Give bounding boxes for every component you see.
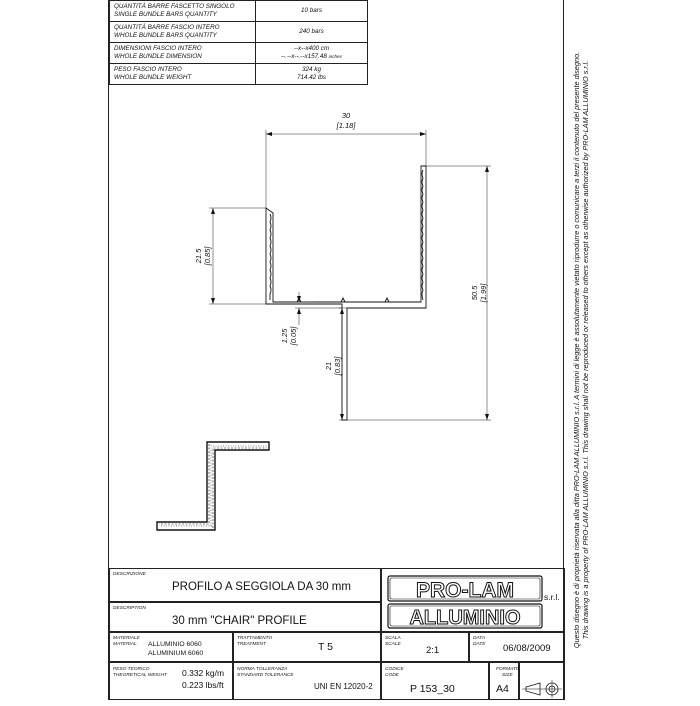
code-cell <box>381 662 489 700</box>
treatment-cell <box>233 632 381 662</box>
description-caption: DESCRIPTION <box>113 606 146 611</box>
treatment-caption-en: TREATMENT <box>237 642 266 647</box>
spec-label: PESO FASCIO INTERO WHOLE BUNDLE WEIGHT <box>110 64 256 85</box>
dim-seat-height-in: [0.85] <box>203 246 212 266</box>
material-caption-it: MATERIALE <box>113 636 140 641</box>
code-caption-en: CODE <box>385 673 399 678</box>
dim-leg-height-mm: 21 <box>324 361 333 371</box>
spec-label: QUANTITÀ BARRE FASCETTO SINGOLO SINGLE BUNDLE BARS QUANTITY <box>110 1 256 22</box>
dim-thickness-mm: 1.25 <box>280 328 289 344</box>
spec-value: 240 bars <box>256 22 368 43</box>
dim-width-in: [1.18] <box>336 121 356 130</box>
weight-imperial-value: 0.223 lbs/ft <box>182 680 224 690</box>
description-english: 30 mm "CHAIR" PROFILE <box>172 615 307 627</box>
copyright-note-en: This drawing is a property of PRO-LAM ALLUMINIO s.r.l. This drawing shall not be reproduced or released to others except as otherwise authorized by PRO-LAM ALLUMINIO s.r.l. <box>581 60 590 640</box>
scale-cell <box>381 632 469 662</box>
code-caption-it: CODICE <box>385 667 404 672</box>
format-caption-en: SIZE <box>502 673 513 678</box>
weight-metric-value: 0.332 kg/m <box>182 668 225 678</box>
spec-label: QUANTITÀ BARRE FASCIO INTERO WHOLE BUNDLE BARS QUANTITY <box>110 22 256 43</box>
dim-total-height-in: [1.99] <box>479 283 488 303</box>
company-logo <box>381 568 565 632</box>
spec-label: DIMENSIONI FASCIO INTERO WHOLE BUNDLE DIMENSION <box>110 43 256 64</box>
tolerance-cell <box>233 662 381 700</box>
weight-cell <box>109 662 233 700</box>
profile-section-1x <box>157 442 269 530</box>
drawing-sheet <box>108 0 592 700</box>
description-en-cell <box>109 602 381 632</box>
dimension-arrows <box>211 132 489 420</box>
date-cell <box>469 632 565 662</box>
dim-width-mm: 30 <box>341 111 351 120</box>
format-value: A4 <box>496 683 509 695</box>
spec-value: 324 kg 714.42 lbs <box>256 64 368 85</box>
tolerance-caption-it: NORMA TOLLERANZA <box>237 667 288 672</box>
dim-thickness-in: [0.05] <box>289 326 298 346</box>
dim-seat-height-mm: 21.5 <box>194 248 203 264</box>
profile-drawing <box>109 0 565 568</box>
profile-section-2x <box>266 166 426 420</box>
format-caption-it: FORMATO <box>496 667 520 672</box>
description-caption: DESCRIZIONE <box>113 572 146 577</box>
dim-leg-height-in: [0.83] <box>333 356 342 376</box>
logo-top-text: PRO-LAM <box>416 579 514 602</box>
format-cell <box>489 662 519 700</box>
title-block <box>109 568 565 700</box>
material-caption-en: MATERIAL <box>113 642 137 647</box>
scale-caption-it: SCALA <box>385 636 401 641</box>
pro-lam-logo <box>382 569 566 633</box>
material-it-value: ALLUMINIO 6060 <box>148 641 202 648</box>
tolerance-caption-en: STANDARD TOLERANCE <box>237 673 294 678</box>
drawing-frame <box>108 0 564 700</box>
description-it-cell <box>109 568 381 602</box>
spec-value: 10 bars <box>256 1 368 22</box>
treatment-value: T 5 <box>318 641 333 653</box>
treatment-caption-it: TRATTAMENTO <box>237 636 273 641</box>
copyright-note-it: Questo disegno è di proprietà riservata alla ditta PRO-LAM ALLUMINIO s.r.l. A termini di legge è assolutamente vietato riprodurre o comunicare a terzi il contenuto del presente disegno. <box>572 51 581 649</box>
logo-bottom-text: ALLUMINIO <box>409 607 521 629</box>
date-value: 06/08/2009 <box>503 643 551 654</box>
weight-caption-it: PESO TEORICO <box>113 667 150 672</box>
dim-total-height-mm: 50.5 <box>470 285 479 301</box>
projection-cell <box>519 662 565 700</box>
spec-value: --x--x400 cm --.--x--.--x157.48 inches <box>256 43 368 64</box>
code-value: P 153_30 <box>410 683 455 695</box>
scale-value: 2:1 <box>426 645 440 656</box>
copyright-side-note <box>570 0 592 700</box>
weight-caption-en: THEORETICAL WEIGHT <box>113 673 168 678</box>
tolerance-value: UNI EN 12020-2 <box>314 682 373 691</box>
description-italian: PROFILO A SEGGIOLA DA 30 mm <box>172 581 351 593</box>
date-caption-it: DATA <box>473 636 486 641</box>
material-en-value: ALUMINIUM 6060 <box>148 650 204 657</box>
date-caption-en: DATE <box>473 642 486 647</box>
scale-caption-en: SCALE <box>385 642 401 647</box>
dimension-lines <box>209 130 491 420</box>
material-cell <box>109 632 233 662</box>
logo-srl-text: s.r.l. <box>544 592 560 602</box>
first-angle-projection-icon <box>520 663 566 701</box>
